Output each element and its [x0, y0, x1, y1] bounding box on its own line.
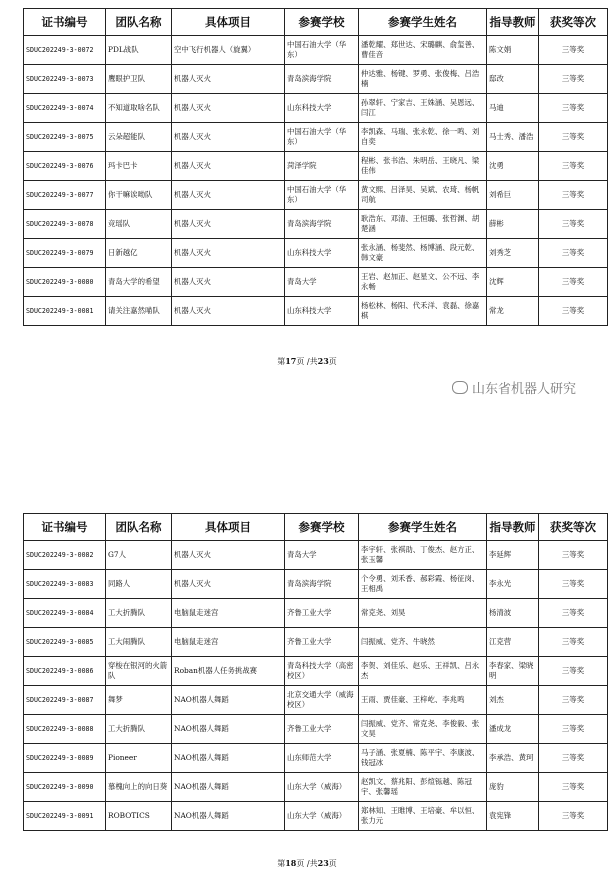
cell-advisor: 刘希巨 [487, 181, 539, 210]
footer-suffix: 页 [328, 859, 337, 868]
cell-award-level: 三等奖 [539, 123, 608, 152]
cell-team-name: 同路人 [106, 570, 172, 599]
page-number: 17 [285, 356, 297, 366]
cell-advisor: 潘成龙 [487, 715, 539, 744]
cell-award-level: 三等奖 [539, 65, 608, 94]
cell-award-level: 三等奖 [539, 239, 608, 268]
cell-cert-number: SDUC202249-3-0079 [24, 239, 106, 268]
cell-students: 赵凯文、蔡兆阳、彭煊铄越、陈冠宇、张馨瑶 [359, 773, 487, 802]
cell-cert-number: SDUC202249-3-0087 [24, 686, 106, 715]
cell-project: 电脑鼠走迷宫 [172, 628, 285, 657]
cell-students: 耿浩东、邓清、王恒璐、张哲渊、胡楚涵 [359, 210, 487, 239]
cell-students: 李凯森、马瑞、张永乾、徐一鸣、刘自奕 [359, 123, 487, 152]
cell-project: 机器人灭火 [172, 239, 285, 268]
cell-advisor: 李春家、梁晓明 [487, 657, 539, 686]
cell-advisor: 沈辉 [487, 268, 539, 297]
cell-advisor: 李承浩、黄珂 [487, 744, 539, 773]
table-row [24, 628, 608, 657]
footer-mid: 页 /共 [296, 357, 318, 366]
cell-school: 中国石油大学（华东） [285, 123, 359, 152]
cell-cert-number: SDUC202249-3-0072 [24, 36, 106, 65]
cell-school: 青岛滨海学院 [285, 570, 359, 599]
cell-students: 杨松林、杨阳、代禾洋、袁磊、徐嘉棋 [359, 297, 487, 326]
cell-team-name: 工大折腾队 [106, 715, 172, 744]
cell-project: 机器人灭火 [172, 541, 285, 570]
header-project: 具体项目 [172, 9, 285, 36]
cell-team-name: 鹰眼护卫队 [106, 65, 172, 94]
table-row [24, 239, 608, 268]
cell-school: 青岛滨海学院 [285, 210, 359, 239]
header-school: 参赛学校 [285, 9, 359, 36]
header-students: 参赛学生姓名 [359, 9, 487, 36]
cell-award-level: 三等奖 [539, 773, 608, 802]
cell-school: 山东大学（威海） [285, 773, 359, 802]
footer-mid: 页 /共 [296, 859, 318, 868]
cell-advisor: 陈文娟 [487, 36, 539, 65]
footer-suffix: 页 [328, 357, 337, 366]
cell-students: 黄文熙、吕泽昊、吴斌、农琦、杨帆司航 [359, 181, 487, 210]
cell-students: 郑林知、王睢博、王培豪、牟以恒、张力元 [359, 802, 487, 831]
cell-school: 山东科技大学 [285, 239, 359, 268]
cell-team-name: 穿梭在银河的火箭队 [106, 657, 172, 686]
page-footer-18 [0, 858, 614, 869]
cell-award-level: 三等奖 [539, 541, 608, 570]
table-row [24, 152, 608, 181]
cell-school: 山东师范大学 [285, 744, 359, 773]
cell-team-name: 青岛大学的希望 [106, 268, 172, 297]
table-row [24, 657, 608, 686]
cell-project: NAO机器人舞蹈 [172, 802, 285, 831]
cell-school: 北京交通大学（威海校区） [285, 686, 359, 715]
table-row [24, 181, 608, 210]
table-row [24, 744, 608, 773]
cell-project: NAO机器人舞蹈 [172, 744, 285, 773]
cell-school: 中国石油大学（华东） [285, 36, 359, 65]
cell-school: 山东大学（威海） [285, 802, 359, 831]
watermark-text: 山东省机器人研究 [472, 382, 577, 397]
cell-students: 李贺、刘佳乐、赵乐、王祥凯、吕永杰 [359, 657, 487, 686]
table-row [24, 773, 608, 802]
header-advisor: 指导教师 [487, 9, 539, 36]
cell-project: 机器人灭火 [172, 297, 285, 326]
cell-cert-number: SDUC202249-3-0078 [24, 210, 106, 239]
cell-students: 仲达雅、杨键、罗勇、张俊梅、吕浩楠 [359, 65, 487, 94]
table-header-row [24, 514, 608, 541]
cell-school: 齐鲁工业大学 [285, 628, 359, 657]
cell-team-name: 舞梦 [106, 686, 172, 715]
table-row [24, 686, 608, 715]
cell-advisor: 刘秀芝 [487, 239, 539, 268]
table-header-row [24, 9, 608, 36]
table-row [24, 715, 608, 744]
page-17 [23, 8, 607, 326]
cell-advisor: 庞豹 [487, 773, 539, 802]
header-cert-number: 证书编号 [24, 9, 106, 36]
cell-school: 山东科技大学 [285, 297, 359, 326]
footer-prefix: 第 [277, 859, 286, 868]
cell-school: 青岛科技大学（高密校区） [285, 657, 359, 686]
cell-project: Roban机器人任务挑战赛 [172, 657, 285, 686]
cell-school: 齐鲁工业大学 [285, 599, 359, 628]
page-18 [23, 513, 607, 831]
cell-students: 潘乾耀、郑世达、宋璐麒、俞玺善、曹佳音 [359, 36, 487, 65]
cell-cert-number: SDUC202249-3-0091 [24, 802, 106, 831]
header-team-name: 团队名称 [106, 9, 172, 36]
cell-students: 常克尧、刘昊 [359, 599, 487, 628]
cell-award-level: 三等奖 [539, 210, 608, 239]
award-table-page-17 [23, 8, 608, 326]
cell-students: 闫振威、党齐、牛晓然 [359, 628, 487, 657]
cell-students: 王岩、赵加正、赵星文、公不远、李永畅 [359, 268, 487, 297]
cell-team-name: 你干嘛诶呦队 [106, 181, 172, 210]
cell-students: 李宇轩、张祺劭、丁俊杰、赵方正、张玉馨 [359, 541, 487, 570]
cell-team-name: 竞瑶队 [106, 210, 172, 239]
cell-project: 机器人灭火 [172, 181, 285, 210]
cell-school: 青岛滨海学院 [285, 65, 359, 94]
cell-cert-number: SDUC202249-3-0073 [24, 65, 106, 94]
cell-cert-number: SDUC202249-3-0085 [24, 628, 106, 657]
cell-students: 个令勇、刘禾香、郝彩霞、杨征岗、王相禹 [359, 570, 487, 599]
table-row [24, 570, 608, 599]
cell-school: 中国石油大学（华东） [285, 181, 359, 210]
header-advisor: 指导教师 [487, 514, 539, 541]
cell-advisor: 袁宪锋 [487, 802, 539, 831]
cell-team-name: 云朵超能队 [106, 123, 172, 152]
cell-team-name: 工大闹腾队 [106, 628, 172, 657]
cell-school: 菏泽学院 [285, 152, 359, 181]
cell-advisor: 李延辉 [487, 541, 539, 570]
cell-project: 机器人灭火 [172, 570, 285, 599]
wechat-icon [452, 381, 468, 394]
cell-project: 机器人灭火 [172, 65, 285, 94]
table-row [24, 541, 608, 570]
table-row [24, 123, 608, 152]
cell-award-level: 三等奖 [539, 744, 608, 773]
cell-team-name: Pioneer [106, 744, 172, 773]
table-row [24, 94, 608, 123]
cell-cert-number: SDUC202249-3-0089 [24, 744, 106, 773]
cell-team-name: 请关注嘉然喵队 [106, 297, 172, 326]
cell-advisor: 薛彬 [487, 210, 539, 239]
cell-advisor: 沈勇 [487, 152, 539, 181]
cell-students: 王雨、贾佳豪、王梓屹、李兆鸣 [359, 686, 487, 715]
cell-advisor: 杨清波 [487, 599, 539, 628]
cell-award-level: 三等奖 [539, 802, 608, 831]
cell-project: 机器人灭火 [172, 94, 285, 123]
header-team-name: 团队名称 [106, 514, 172, 541]
cell-project: 机器人灭火 [172, 152, 285, 181]
watermark [452, 378, 576, 397]
cell-project: 电脑鼠走迷宫 [172, 599, 285, 628]
table-row [24, 65, 608, 94]
cell-cert-number: SDUC202249-3-0083 [24, 570, 106, 599]
table-row [24, 36, 608, 65]
cell-team-name: 工大折腾队 [106, 599, 172, 628]
cell-cert-number: SDUC202249-3-0088 [24, 715, 106, 744]
table-body [24, 541, 608, 831]
page-number: 18 [285, 858, 297, 868]
cell-award-level: 三等奖 [539, 181, 608, 210]
cell-team-name: ROBOTICS [106, 802, 172, 831]
cell-cert-number: SDUC202249-3-0084 [24, 599, 106, 628]
cell-project: 空中飞行机器人（旋翼） [172, 36, 285, 65]
cell-project: NAO机器人舞蹈 [172, 686, 285, 715]
header-students: 参赛学生姓名 [359, 514, 487, 541]
cell-advisor: 马士秀、潘浩 [487, 123, 539, 152]
cell-team-name: 日新越亿 [106, 239, 172, 268]
cell-cert-number: SDUC202249-3-0090 [24, 773, 106, 802]
cell-students: 张永涵、杨斐然、杨博涵、段元乾、韩文豪 [359, 239, 487, 268]
cell-school: 青岛大学 [285, 268, 359, 297]
cell-cert-number: SDUC202249-3-0076 [24, 152, 106, 181]
page-total: 23 [317, 858, 329, 868]
cell-team-name: PDL战队 [106, 36, 172, 65]
cell-project: 机器人灭火 [172, 123, 285, 152]
cell-students: 闫振威、党齐、常克尧、李俊毅、张文昊 [359, 715, 487, 744]
cell-cert-number: SDUC202249-3-0075 [24, 123, 106, 152]
cell-advisor: 李永光 [487, 570, 539, 599]
cell-award-level: 三等奖 [539, 36, 608, 65]
header-project: 具体项目 [172, 514, 285, 541]
cell-advisor: 刘杰 [487, 686, 539, 715]
cell-school: 青岛大学 [285, 541, 359, 570]
header-cert-number: 证书编号 [24, 514, 106, 541]
cell-cert-number: SDUC202249-3-0077 [24, 181, 106, 210]
cell-project: 机器人灭火 [172, 268, 285, 297]
cell-team-name: G7人 [106, 541, 172, 570]
cell-cert-number: SDUC202249-3-0086 [24, 657, 106, 686]
header-award-level: 获奖等次 [539, 9, 608, 36]
cell-cert-number: SDUC202249-3-0081 [24, 297, 106, 326]
cell-advisor: 邸改 [487, 65, 539, 94]
cell-school: 齐鲁工业大学 [285, 715, 359, 744]
table-row [24, 802, 608, 831]
cell-project: NAO机器人舞蹈 [172, 773, 285, 802]
cell-award-level: 三等奖 [539, 152, 608, 181]
cell-award-level: 三等奖 [539, 686, 608, 715]
table-row [24, 599, 608, 628]
cell-project: 机器人灭火 [172, 210, 285, 239]
cell-award-level: 三等奖 [539, 715, 608, 744]
page-footer-17 [0, 356, 614, 367]
award-table-page-18 [23, 513, 608, 831]
cell-students: 程彬、张书浩、朱明岳、王晓凡、梁佳伟 [359, 152, 487, 181]
cell-award-level: 三等奖 [539, 657, 608, 686]
cell-school: 山东科技大学 [285, 94, 359, 123]
cell-students: 孙翠轩、宁家吉、王姝涵、吴恩远、闫江 [359, 94, 487, 123]
cell-advisor: 马迪 [487, 94, 539, 123]
page-total: 23 [317, 356, 329, 366]
table-row [24, 268, 608, 297]
cell-award-level: 三等奖 [539, 297, 608, 326]
cell-award-level: 三等奖 [539, 599, 608, 628]
header-award-level: 获奖等次 [539, 514, 608, 541]
cell-project: NAO机器人舞蹈 [172, 715, 285, 744]
cell-cert-number: SDUC202249-3-0082 [24, 541, 106, 570]
cell-award-level: 三等奖 [539, 570, 608, 599]
cell-team-name: 玛卡巴卡 [106, 152, 172, 181]
table-row [24, 297, 608, 326]
cell-cert-number: SDUC202249-3-0074 [24, 94, 106, 123]
cell-advisor: 常龙 [487, 297, 539, 326]
cell-students: 马子涵、张夏楠、陈平宇、李康波、钱冠冰 [359, 744, 487, 773]
cell-award-level: 三等奖 [539, 268, 608, 297]
cell-team-name: 不知道取啥名队 [106, 94, 172, 123]
table-row [24, 210, 608, 239]
cell-award-level: 三等奖 [539, 628, 608, 657]
cell-advisor: 江克营 [487, 628, 539, 657]
table-body [24, 36, 608, 326]
cell-award-level: 三等奖 [539, 94, 608, 123]
cell-team-name: 慕槐向上的向日葵 [106, 773, 172, 802]
footer-prefix: 第 [277, 357, 286, 366]
cell-cert-number: SDUC202249-3-0080 [24, 268, 106, 297]
header-school: 参赛学校 [285, 514, 359, 541]
